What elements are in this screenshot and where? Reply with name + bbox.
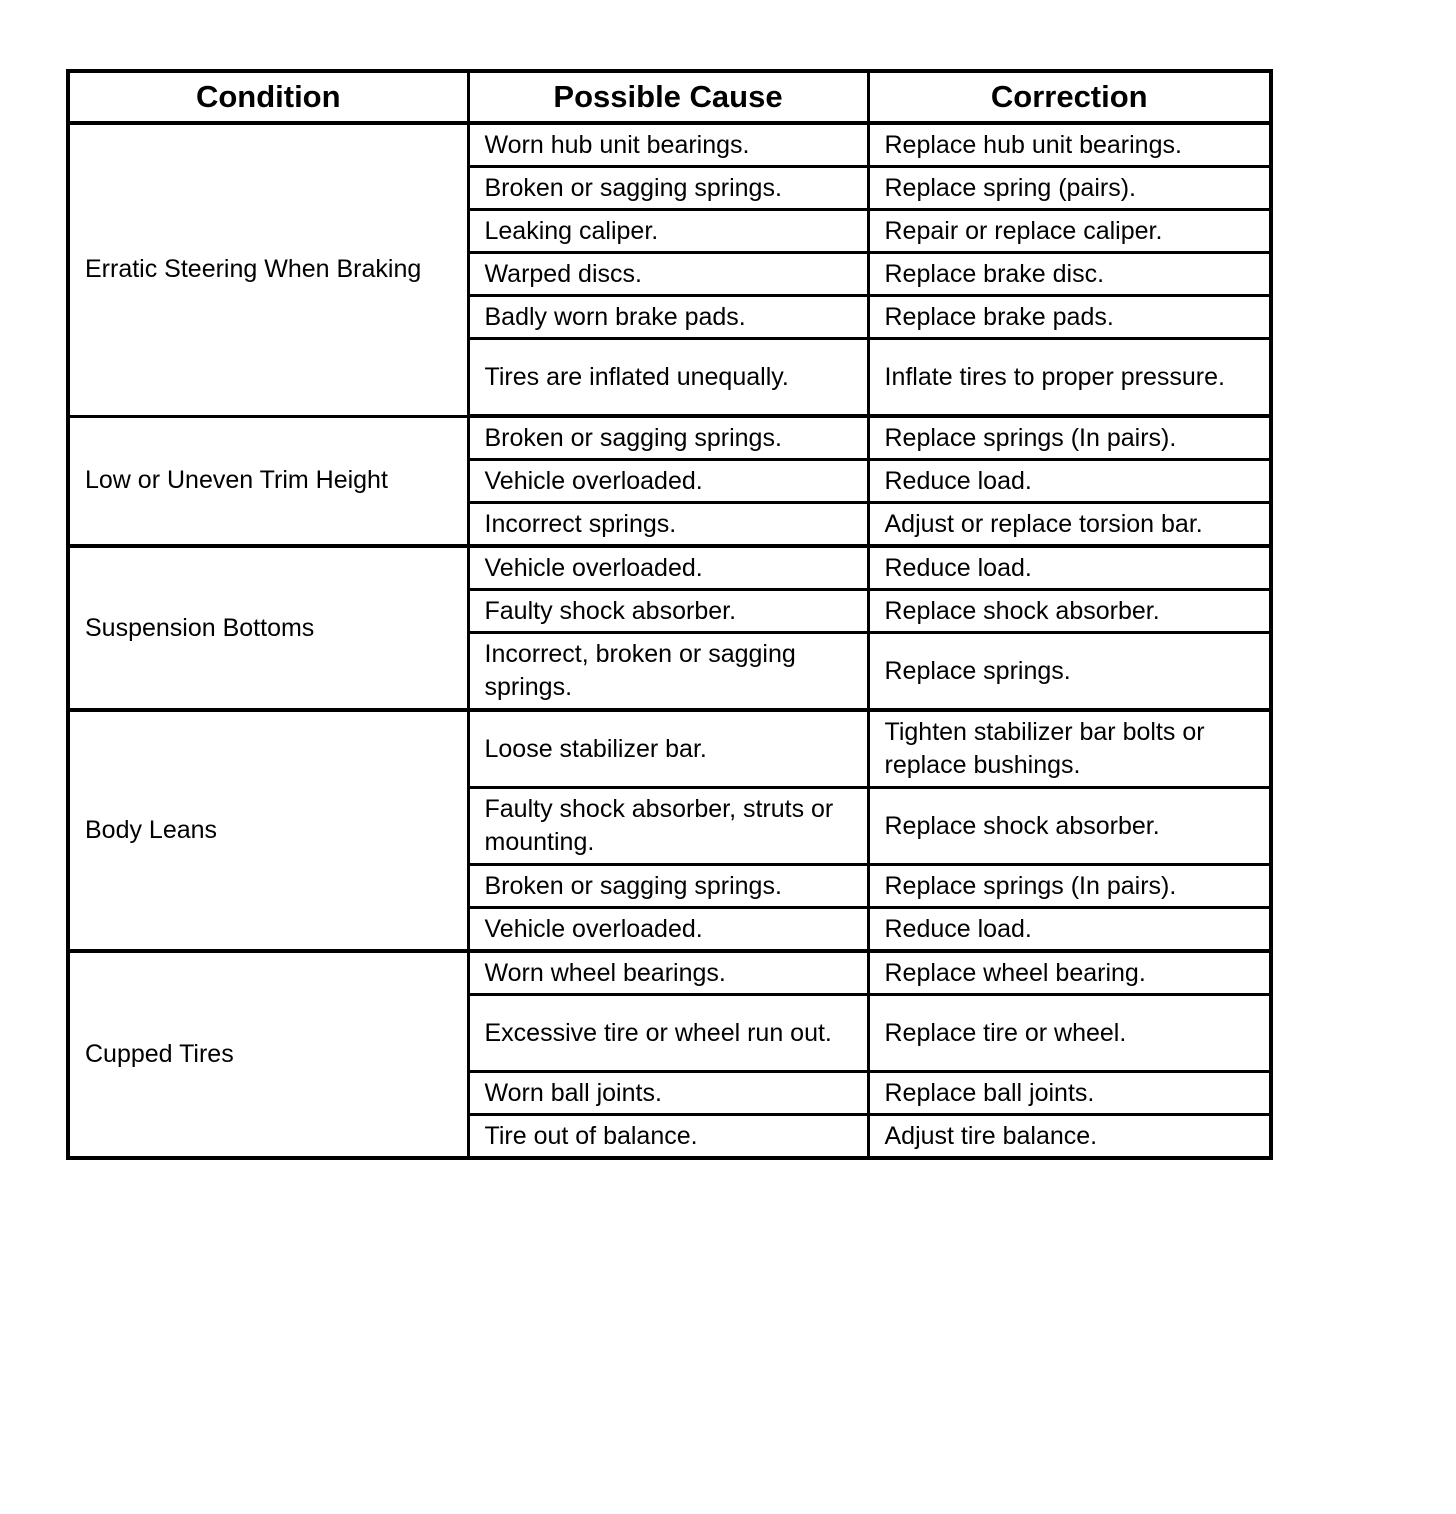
correction-cell: Inflate tires to proper pressure. bbox=[868, 339, 1271, 417]
cause-cell: Warped discs. bbox=[468, 253, 868, 296]
condition-cell: Suspension Bottoms bbox=[68, 546, 468, 710]
cause-cell: Faulty shock absorber, struts or mounting. bbox=[468, 788, 868, 865]
correction-cell: Replace shock absorber. bbox=[868, 590, 1271, 633]
diagnosis-table bbox=[66, 69, 1273, 1160]
correction-cell: Replace brake disc. bbox=[868, 253, 1271, 296]
correction-cell: Adjust or replace torsion bar. bbox=[868, 503, 1271, 547]
cause-cell: Worn wheel bearings. bbox=[468, 951, 868, 995]
cause-cell: Incorrect springs. bbox=[468, 503, 868, 547]
correction-cell: Reduce load. bbox=[868, 460, 1271, 503]
correction-cell: Replace springs (In pairs). bbox=[868, 865, 1271, 908]
correction-cell: Adjust tire balance. bbox=[868, 1115, 1271, 1159]
correction-cell: Replace hub unit bearings. bbox=[868, 123, 1271, 167]
table-row bbox=[68, 123, 1271, 167]
header-condition: Condition bbox=[68, 71, 468, 123]
cause-cell: Vehicle overloaded. bbox=[468, 908, 868, 952]
correction-cell: Replace tire or wheel. bbox=[868, 995, 1271, 1072]
correction-cell: Replace wheel bearing. bbox=[868, 951, 1271, 995]
correction-cell: Reduce load. bbox=[868, 546, 1271, 590]
header-row bbox=[68, 71, 1271, 123]
cause-cell: Incorrect, broken or sagging springs. bbox=[468, 633, 868, 711]
correction-cell: Replace spring (pairs). bbox=[868, 167, 1271, 210]
cause-cell: Tires are inflated unequally. bbox=[468, 339, 868, 417]
cause-cell: Excessive tire or wheel run out. bbox=[468, 995, 868, 1072]
correction-cell: Replace springs (In pairs). bbox=[868, 416, 1271, 460]
correction-cell: Replace brake pads. bbox=[868, 296, 1271, 339]
correction-cell: Replace shock absorber. bbox=[868, 788, 1271, 865]
cause-cell: Badly worn brake pads. bbox=[468, 296, 868, 339]
cause-cell: Vehicle overloaded. bbox=[468, 460, 868, 503]
table-row bbox=[68, 416, 1271, 460]
cause-cell: Broken or sagging springs. bbox=[468, 865, 868, 908]
correction-cell: Repair or replace caliper. bbox=[868, 210, 1271, 253]
correction-cell: Replace springs. bbox=[868, 633, 1271, 711]
correction-cell: Replace ball joints. bbox=[868, 1072, 1271, 1115]
cause-cell: Broken or sagging springs. bbox=[468, 416, 868, 460]
cause-cell: Leaking caliper. bbox=[468, 210, 868, 253]
cause-cell: Worn ball joints. bbox=[468, 1072, 868, 1115]
cause-cell: Tire out of balance. bbox=[468, 1115, 868, 1159]
table-row bbox=[68, 710, 1271, 788]
cause-cell: Vehicle overloaded. bbox=[468, 546, 868, 590]
table-row bbox=[68, 546, 1271, 590]
cause-cell: Worn hub unit bearings. bbox=[468, 123, 868, 167]
cause-cell: Broken or sagging springs. bbox=[468, 167, 868, 210]
cause-cell: Faulty shock absorber. bbox=[468, 590, 868, 633]
condition-cell: Erratic Steering When Braking bbox=[68, 123, 468, 416]
correction-cell: Tighten stabilizer bar bolts or replace bushings. bbox=[868, 710, 1271, 788]
condition-cell: Body Leans bbox=[68, 710, 468, 951]
table-row bbox=[68, 951, 1271, 995]
condition-cell: Low or Uneven Trim Height bbox=[68, 416, 468, 546]
cause-cell: Loose stabilizer bar. bbox=[468, 710, 868, 788]
header-possible-cause: Possible Cause bbox=[468, 71, 868, 123]
correction-cell: Reduce load. bbox=[868, 908, 1271, 952]
condition-cell: Cupped Tires bbox=[68, 951, 468, 1158]
header-correction: Correction bbox=[868, 71, 1271, 123]
